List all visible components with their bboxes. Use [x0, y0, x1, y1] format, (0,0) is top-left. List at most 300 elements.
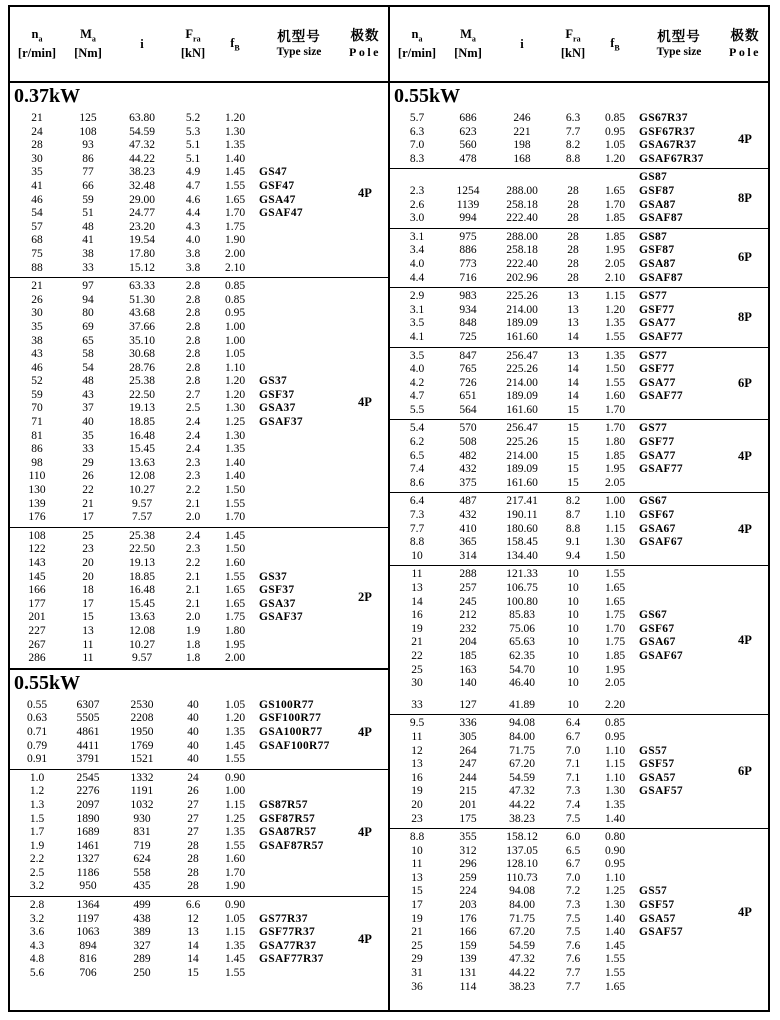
- spec-rows: [10, 699, 342, 767]
- fb-cell: 1.20: [224, 112, 246, 124]
- na-cell: 143: [28, 557, 46, 569]
- fb-cell: 1.00: [224, 320, 246, 333]
- ma-cell: 25: [82, 529, 94, 542]
- fra-cell: 6.3: [565, 112, 581, 124]
- ma-cell: 5505: [76, 712, 100, 725]
- fb-cell: 1.80: [224, 624, 246, 637]
- ma-cell: 204: [459, 636, 477, 649]
- type-cell: GSA100R77: [259, 725, 323, 738]
- na-cell: 12: [411, 744, 423, 757]
- ratio-cell: 189.09: [506, 317, 538, 330]
- ratio-cell: 18.85: [129, 416, 155, 429]
- fb-cell: 1.60: [604, 390, 626, 403]
- na-cell: 8.8: [409, 831, 425, 844]
- type-cell: GS37: [259, 570, 288, 583]
- fra-cell: 14: [187, 953, 199, 966]
- type-cell: GSAF37: [259, 416, 303, 429]
- fb-cell: 1.20: [604, 152, 626, 165]
- table-row: [390, 126, 722, 140]
- type-cell: GSAF57: [639, 926, 683, 939]
- table-row: [10, 375, 342, 389]
- ma-cell: 175: [459, 812, 477, 825]
- ratio-cell: 110.73: [506, 871, 538, 884]
- fb-cell: 1.95: [604, 244, 626, 257]
- ma-cell: 894: [79, 939, 97, 952]
- ratio-cell: 161.60: [506, 330, 538, 343]
- type-cell: [256, 853, 342, 867]
- na-cell: 7.7: [409, 522, 425, 535]
- ma-cell: 139: [459, 953, 477, 966]
- ratio-cell: 225.26: [506, 436, 538, 449]
- ratio-cell: 258.18: [506, 198, 538, 211]
- ratio-cell: 106.75: [506, 582, 538, 594]
- ma-cell: 706: [79, 967, 97, 980]
- ma-cell: 1327: [76, 853, 100, 866]
- type-cell: GSF57: [639, 899, 675, 912]
- fb-cell: 1.75: [224, 220, 246, 233]
- fra-cell: 7.5: [565, 812, 581, 825]
- fb-cell: 1.35: [224, 826, 246, 839]
- na-cell: 3.4: [409, 244, 425, 257]
- na-cell: 227: [28, 624, 46, 637]
- fra-cell: 4.6: [185, 193, 201, 206]
- spec-rows: [10, 280, 342, 525]
- ratio-cell: 288.00: [506, 184, 538, 197]
- fra-cell: 7.6: [565, 939, 581, 952]
- table-row: [10, 867, 342, 881]
- fra-cell: 6.6: [185, 899, 201, 912]
- table-row: [390, 967, 722, 981]
- na-cell: 35: [31, 320, 43, 333]
- ratio-cell: 62.35: [509, 649, 535, 662]
- na-cell: 25: [411, 939, 423, 952]
- fb-cell: 1.75: [604, 636, 626, 649]
- type-cell: GSA87: [639, 198, 676, 211]
- fb-cell: 0.80: [604, 831, 626, 844]
- table-row: [390, 185, 722, 199]
- table-row: [390, 677, 722, 691]
- spec-rows: [390, 495, 722, 563]
- table-row: [10, 826, 342, 840]
- type-cell: [636, 717, 722, 731]
- table-row: [390, 390, 722, 404]
- right-column: [388, 7, 768, 1010]
- table-row: [10, 470, 342, 484]
- fb-cell: 1.65: [604, 184, 626, 197]
- ma-cell: 482: [459, 449, 477, 462]
- type-cell: [256, 234, 342, 248]
- ratio-cell: 67.20: [509, 758, 535, 771]
- spec-block: [390, 110, 768, 168]
- ma-cell: 127: [459, 698, 477, 711]
- ma-cell: 288: [459, 568, 477, 581]
- ma-cell: 934: [459, 303, 477, 316]
- table-row: [390, 244, 722, 258]
- spec-block: [390, 419, 768, 492]
- pole-cell: 4P: [358, 932, 372, 947]
- na-cell: 19: [411, 785, 423, 798]
- na-cell: 20: [411, 798, 423, 811]
- fb-cell: 1.35: [224, 725, 246, 738]
- fb-cell: 1.25: [224, 416, 246, 429]
- header-fra: $F_{ra}$ [kN]: [560, 27, 586, 61]
- type-cell: GSA57: [639, 771, 676, 784]
- ratio-cell: 121.33: [506, 568, 538, 581]
- ma-cell: 54: [82, 361, 94, 374]
- fb-cell: 1.70: [604, 403, 626, 416]
- ratio-cell: 19.13: [129, 557, 155, 569]
- ratio-cell: 10.27: [129, 638, 155, 651]
- spec-block: [10, 697, 388, 769]
- ma-cell: 33: [82, 261, 94, 274]
- fra-cell: 15: [567, 463, 579, 476]
- fb-cell: 1.75: [604, 609, 626, 622]
- table-row: [10, 139, 342, 153]
- na-cell: 3.2: [29, 880, 45, 893]
- fb-cell: 1.20: [224, 388, 246, 401]
- ma-cell: 11: [82, 638, 94, 651]
- ma-cell: 6307: [76, 698, 100, 711]
- type-cell: [256, 153, 342, 167]
- na-cell: 8.8: [409, 536, 425, 549]
- header-pole: 极数 Pole: [349, 28, 381, 59]
- table-row: [390, 153, 722, 167]
- table-row: [390, 536, 722, 550]
- type-cell: [636, 981, 722, 995]
- ma-cell: 97: [82, 280, 94, 293]
- fb-cell: 1.10: [604, 871, 626, 884]
- fra-cell: 2.3: [185, 456, 201, 469]
- ratio-cell: 1191: [130, 785, 154, 798]
- na-cell: 98: [31, 456, 43, 469]
- type-cell: GS57: [639, 744, 668, 757]
- ma-cell: 726: [459, 376, 477, 389]
- ratio-cell: 831: [133, 826, 151, 839]
- fb-cell: [594, 171, 636, 185]
- ratio-cell: 29.00: [129, 193, 155, 206]
- fb-cell: 1.45: [224, 953, 246, 966]
- ratio-cell: 28.76: [129, 361, 155, 374]
- na-cell: 7.3: [409, 509, 425, 522]
- na-cell: 21: [411, 926, 423, 939]
- ma-cell: 244: [459, 771, 477, 784]
- ma-cell: 125: [79, 112, 97, 124]
- fb-cell: 1.70: [224, 207, 246, 220]
- table-row: [390, 664, 722, 678]
- ratio-cell: 1521: [130, 753, 154, 766]
- ratio-cell: 198: [513, 139, 531, 152]
- fb-cell: 1.70: [604, 622, 626, 635]
- type-cell: [636, 677, 722, 691]
- ratio-cell: 47.32: [509, 785, 535, 798]
- ratio-cell: 202.96: [506, 271, 538, 284]
- fb-cell: 1.45: [604, 939, 626, 952]
- fra-cell: 6.0: [565, 831, 581, 844]
- table-row: [10, 853, 342, 867]
- fb-cell: 1.40: [224, 152, 246, 165]
- ratio-cell: 134.40: [506, 549, 538, 562]
- na-cell: 1.5: [29, 812, 45, 825]
- fra-cell: 10: [567, 568, 579, 581]
- na-cell: 0.79: [26, 739, 48, 752]
- ratio-cell: 38.23: [509, 980, 535, 993]
- na-cell: 4.0: [409, 257, 425, 270]
- na-cell: 43: [31, 348, 43, 361]
- type-cell: [636, 664, 722, 678]
- ratio-cell: 19.54: [129, 234, 155, 247]
- na-cell: 17: [411, 899, 423, 912]
- fra-cell: 28: [187, 880, 199, 893]
- fra-cell: 12: [187, 912, 199, 925]
- type-cell: GS77R37: [259, 912, 308, 925]
- fb-cell: 1.10: [604, 509, 626, 522]
- type-cell: GSF67R37: [639, 125, 696, 138]
- ma-cell: 59: [82, 193, 94, 206]
- type-cell: GS77: [639, 422, 668, 435]
- spec-block: [390, 828, 768, 996]
- na-cell: 5.7: [409, 112, 425, 124]
- type-cell: [636, 731, 722, 745]
- type-cell: [256, 321, 342, 335]
- type-cell: GS100R77: [259, 698, 314, 711]
- table-row: [390, 304, 722, 318]
- table-row: [390, 926, 722, 940]
- spec-rows: [390, 422, 722, 490]
- ratio-cell: 18.85: [129, 570, 155, 583]
- ma-cell: 410: [459, 522, 477, 535]
- pole-cell: 2P: [358, 590, 372, 605]
- ma-cell: 131: [459, 967, 477, 980]
- fra-cell: 7.4: [565, 798, 581, 811]
- spec-block: [10, 277, 388, 527]
- fra-cell: 28: [187, 853, 199, 866]
- fb-cell: 1.80: [604, 436, 626, 449]
- na-cell: 21: [31, 112, 43, 124]
- ratio-cell: 161.60: [506, 476, 538, 489]
- fb-cell: 0.95: [604, 125, 626, 138]
- ma-cell: 3791: [76, 753, 100, 766]
- fb-cell: 1.05: [224, 348, 246, 361]
- fb-cell: 2.05: [604, 476, 626, 489]
- ratio-cell: 54.70: [509, 663, 535, 676]
- pole-cell: 4P: [738, 521, 752, 536]
- ratio-cell: 180.60: [506, 522, 538, 535]
- type-cell: GS77: [639, 290, 668, 303]
- fra-cell: 4.3: [185, 220, 201, 233]
- fra-cell: 3.8: [185, 247, 201, 260]
- type-cell: [636, 404, 722, 418]
- na-cell: 3.1: [409, 230, 425, 243]
- na-cell: 267: [28, 638, 46, 651]
- ratio-cell: 19.13: [129, 402, 155, 415]
- ma-cell: 48: [82, 220, 94, 233]
- type-cell: GSA47: [259, 193, 296, 206]
- na-cell: 4.8: [29, 953, 45, 966]
- type-cell: [256, 307, 342, 321]
- na-cell: 5.4: [409, 422, 425, 435]
- ratio-cell: 41.89: [509, 698, 535, 711]
- ratio-cell: 15.12: [129, 261, 155, 274]
- type-cell: GSAF57: [639, 785, 683, 798]
- ratio-cell: 71.75: [509, 912, 535, 925]
- na-cell: 2.2: [29, 853, 45, 866]
- ratio-cell: 75.06: [509, 622, 535, 635]
- table-row: [10, 307, 342, 321]
- ratio-cell: 217.41: [506, 495, 538, 508]
- fra-cell: 1.8: [185, 638, 201, 651]
- type-cell: GSAF37: [259, 611, 303, 624]
- fb-cell: 1.95: [224, 638, 246, 651]
- ma-cell: 215: [459, 785, 477, 798]
- ratio-cell: 137.05: [506, 844, 538, 857]
- type-cell: [256, 430, 342, 444]
- type-cell: [256, 880, 342, 894]
- ratio-cell: 222.40: [506, 257, 538, 270]
- column-headers-right: [390, 7, 768, 83]
- ma-cell: 432: [459, 509, 477, 522]
- fra-cell: 10: [567, 677, 579, 690]
- fra-cell: 40: [187, 698, 199, 711]
- fb-cell: 1.35: [604, 798, 626, 811]
- table-row: [10, 598, 342, 612]
- ratio-cell: 189.09: [506, 390, 538, 403]
- type-cell: GSA77: [639, 317, 676, 330]
- ma-cell: 29: [82, 456, 94, 469]
- table-row: [10, 625, 342, 639]
- fra-cell: 10: [567, 663, 579, 676]
- fb-cell: 1.85: [604, 212, 626, 225]
- na-cell: 35: [31, 166, 43, 179]
- table-row: [10, 557, 342, 571]
- ratio-cell: 624: [133, 853, 151, 866]
- ratio-cell: 23.20: [129, 220, 155, 233]
- spec-rows: [390, 350, 722, 418]
- fra-cell: 28: [567, 212, 579, 225]
- fra-cell: 7.5: [565, 912, 581, 925]
- ma-cell: 2276: [76, 785, 100, 798]
- fb-cell: 0.90: [224, 771, 246, 784]
- fra-cell: 13: [567, 303, 579, 316]
- ma-cell: 40: [82, 416, 94, 429]
- fb-cell: 1.15: [224, 926, 246, 939]
- table-row: [390, 772, 722, 786]
- fb-cell: 2.00: [224, 652, 246, 665]
- ratio-cell: 100.80: [506, 595, 538, 608]
- table-row: [10, 926, 342, 940]
- pole-cell: 4P: [358, 394, 372, 409]
- fra-cell: 2.1: [185, 597, 201, 610]
- na-cell: 6.2: [409, 436, 425, 449]
- pole-cell: 4P: [358, 825, 372, 840]
- ma-cell: 623: [459, 125, 477, 138]
- na-cell: 28: [31, 139, 43, 152]
- fra-cell: 6.7: [565, 730, 581, 743]
- ma-cell: 13: [82, 624, 94, 637]
- type-cell: [256, 967, 342, 981]
- type-cell: [636, 845, 722, 859]
- fra-cell: 14: [567, 363, 579, 376]
- header-type-size: 机型号 Type size: [656, 28, 702, 59]
- fra-cell: 26: [187, 785, 199, 798]
- ratio-cell: 499: [133, 899, 151, 912]
- type-cell: [636, 967, 722, 981]
- na-cell: 7.4: [409, 463, 425, 476]
- header-fb: $f_B$: [610, 35, 620, 53]
- ratio-cell: 1950: [130, 725, 154, 738]
- fb-cell: 1.20: [604, 303, 626, 316]
- fra-cell: 28: [567, 271, 579, 284]
- ratio-cell: 128.10: [506, 858, 538, 871]
- ratio-cell: 15.45: [129, 443, 155, 456]
- fb-cell: 1.95: [604, 663, 626, 676]
- ma-cell: 487: [459, 495, 477, 508]
- type-cell: [256, 867, 342, 881]
- fb-cell: 1.35: [224, 443, 246, 456]
- table-row: [10, 772, 342, 786]
- table-row: [10, 207, 342, 221]
- type-cell: [256, 248, 342, 262]
- type-cell: [256, 625, 342, 639]
- type-cell: [636, 831, 722, 845]
- table-row: [10, 840, 342, 854]
- ratio-cell: 288.00: [506, 230, 538, 243]
- na-cell: 21: [411, 636, 423, 649]
- table-row: [390, 350, 722, 364]
- section-title: 0.37kW: [14, 85, 81, 107]
- ma-cell: 950: [79, 880, 97, 893]
- fra-cell: 15: [567, 449, 579, 462]
- type-cell: GSA87R57: [259, 826, 317, 839]
- na-cell: 46: [31, 193, 43, 206]
- na-cell: 15: [411, 885, 423, 898]
- table-row: [10, 813, 342, 827]
- fra-cell: 2.8: [185, 375, 201, 388]
- fb-cell: 1.35: [604, 349, 626, 362]
- table-row: [10, 221, 342, 235]
- ma-cell: 21: [82, 497, 94, 510]
- fb-cell: 1.55: [604, 376, 626, 389]
- type-cell: GSF57: [639, 758, 675, 771]
- fb-cell: 1.35: [604, 317, 626, 330]
- na-cell: 145: [28, 570, 46, 583]
- table-row: [390, 404, 722, 418]
- fra-cell: 8.2: [565, 139, 581, 152]
- fb-cell: 1.15: [224, 798, 246, 811]
- na-cell: 3.6: [29, 926, 45, 939]
- ma-cell: 336: [459, 717, 477, 730]
- fra-cell: 14: [187, 939, 199, 952]
- fb-cell: 2.00: [224, 247, 246, 260]
- ratio-cell: 225.26: [506, 363, 538, 376]
- na-cell: 4.0: [409, 363, 425, 376]
- type-cell: GSAF47: [259, 207, 303, 220]
- ratio-cell: 258.18: [506, 244, 538, 257]
- type-cell: GSF87: [639, 184, 675, 197]
- fra-cell: 2.8: [185, 293, 201, 306]
- ma-cell: 22: [82, 484, 94, 497]
- type-cell: [256, 139, 342, 153]
- spec-rows: [390, 112, 722, 166]
- ratio-cell: 189.09: [506, 463, 538, 476]
- table-row: [390, 523, 722, 537]
- fb-cell: 1.10: [604, 744, 626, 757]
- spec-block: [10, 769, 388, 896]
- table-row: [10, 280, 342, 294]
- type-cell: [636, 477, 722, 491]
- fra-cell: 2.1: [185, 497, 201, 510]
- ma-cell: 355: [459, 831, 477, 844]
- type-cell: GSA67: [639, 636, 676, 649]
